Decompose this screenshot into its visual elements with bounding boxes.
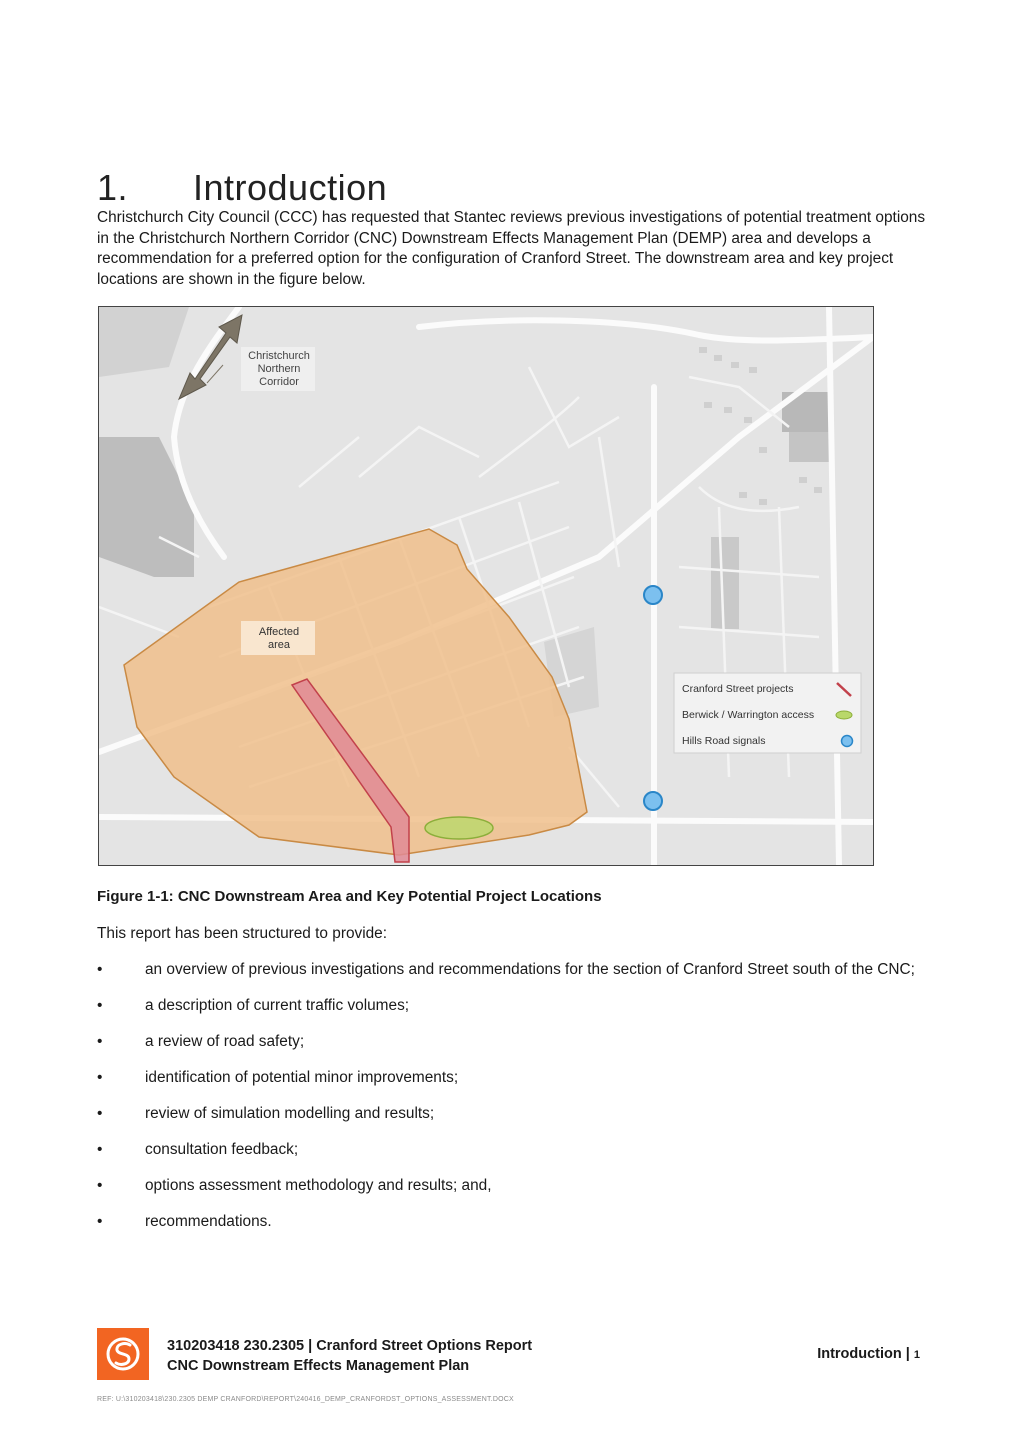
stantec-logo-icon (97, 1328, 149, 1380)
bullet-glyph: • (97, 1069, 103, 1086)
legend-label-berwick: Berwick / Warrington access (682, 709, 815, 721)
footer-report-title (167, 1336, 532, 1376)
section-heading (97, 167, 387, 209)
section-number: 1. (97, 167, 129, 209)
list-item-text: a description of current traffic volumes; (145, 997, 410, 1014)
report-structure-list (97, 960, 927, 1248)
intro-paragraph: Christchurch City Council (CCC) has requested that Stantec reviews previous investigations of potential treatment options in the Christchurch Northern Corridor (CNC) Downstream Effects Management Plan (DEMP) area and develops a recommendation for a preferred option for the configuration of Cranford Street. The downstream area and key project locations are shown in the figure below. (97, 209, 926, 288)
list-item-text: an overview of previous investigations and recommendations for the section of Cranford Street south of the CNC; (145, 961, 915, 978)
list-item-text: identification of potential minor improvements; (145, 1069, 459, 1086)
footer-section-name: Introduction | (817, 1346, 910, 1362)
bullet-glyph: • (97, 1177, 103, 1194)
bullet-glyph: • (97, 961, 103, 978)
list-item-text: options assessment methodology and results; and, (145, 1177, 492, 1194)
hills-road-signal-south (644, 792, 662, 810)
list-item (97, 1032, 927, 1053)
legend-swatch-berwick (836, 711, 852, 719)
list-item (97, 996, 927, 1017)
corridor-label-line3: Corridor (259, 376, 299, 388)
footer-title-line2: CNC Downstream Effects Management Plan (167, 1358, 470, 1374)
figure-caption: Figure 1-1: CNC Downstream Area and Key Potential Project Locations (97, 888, 602, 905)
list-item-text: recommendations. (145, 1213, 272, 1230)
list-item (97, 1176, 927, 1197)
footer-section-page (817, 1346, 920, 1362)
legend-swatch-hills (842, 736, 853, 747)
location-map (98, 306, 874, 866)
bullet-glyph: • (97, 1105, 103, 1122)
berwick-warrington-access-zone (425, 817, 493, 839)
legend-label-cranford: Cranford Street projects (682, 683, 794, 695)
footer-title-line1: 310203418 230.2305 | Cranford Street Options Report (167, 1338, 533, 1354)
bullet-glyph: • (97, 1033, 103, 1050)
list-item-text: a review of road safety; (145, 1033, 305, 1050)
corridor-label-line2: Northern (257, 363, 301, 375)
bullet-glyph: • (97, 1213, 103, 1230)
legend-label-hills: Hills Road signals (682, 735, 766, 747)
corridor-label (241, 347, 315, 391)
list-item-text: consultation feedback; (145, 1141, 299, 1158)
corridor-label-line1: Christchurch (248, 350, 310, 362)
list-item (97, 1140, 927, 1161)
bullet-glyph: • (97, 997, 103, 1014)
bullet-glyph: • (97, 1141, 103, 1158)
affected-label-line2: area (267, 639, 291, 651)
section-title: Introduction (193, 167, 388, 209)
list-item (97, 1104, 927, 1125)
page-number: 1 (913, 1349, 920, 1361)
list-item (97, 1212, 927, 1233)
list-item-text: review of simulation modelling and results; (145, 1105, 435, 1122)
hills-road-signal-north (644, 586, 662, 604)
list-lead-in: This report has been structured to provide: (97, 925, 388, 942)
list-item (97, 960, 927, 981)
map-legend (674, 673, 861, 753)
list-item (97, 1068, 927, 1089)
affected-area-label (241, 621, 315, 655)
affected-label-line1: Affected (258, 626, 300, 638)
file-reference: REF: U:\310203418\230.2305 DEMP CRANFORD\REPORT\240416_DEMP_CRANFORDST_OPTIONS_ASSESSMENT.DOCX (97, 1396, 514, 1403)
